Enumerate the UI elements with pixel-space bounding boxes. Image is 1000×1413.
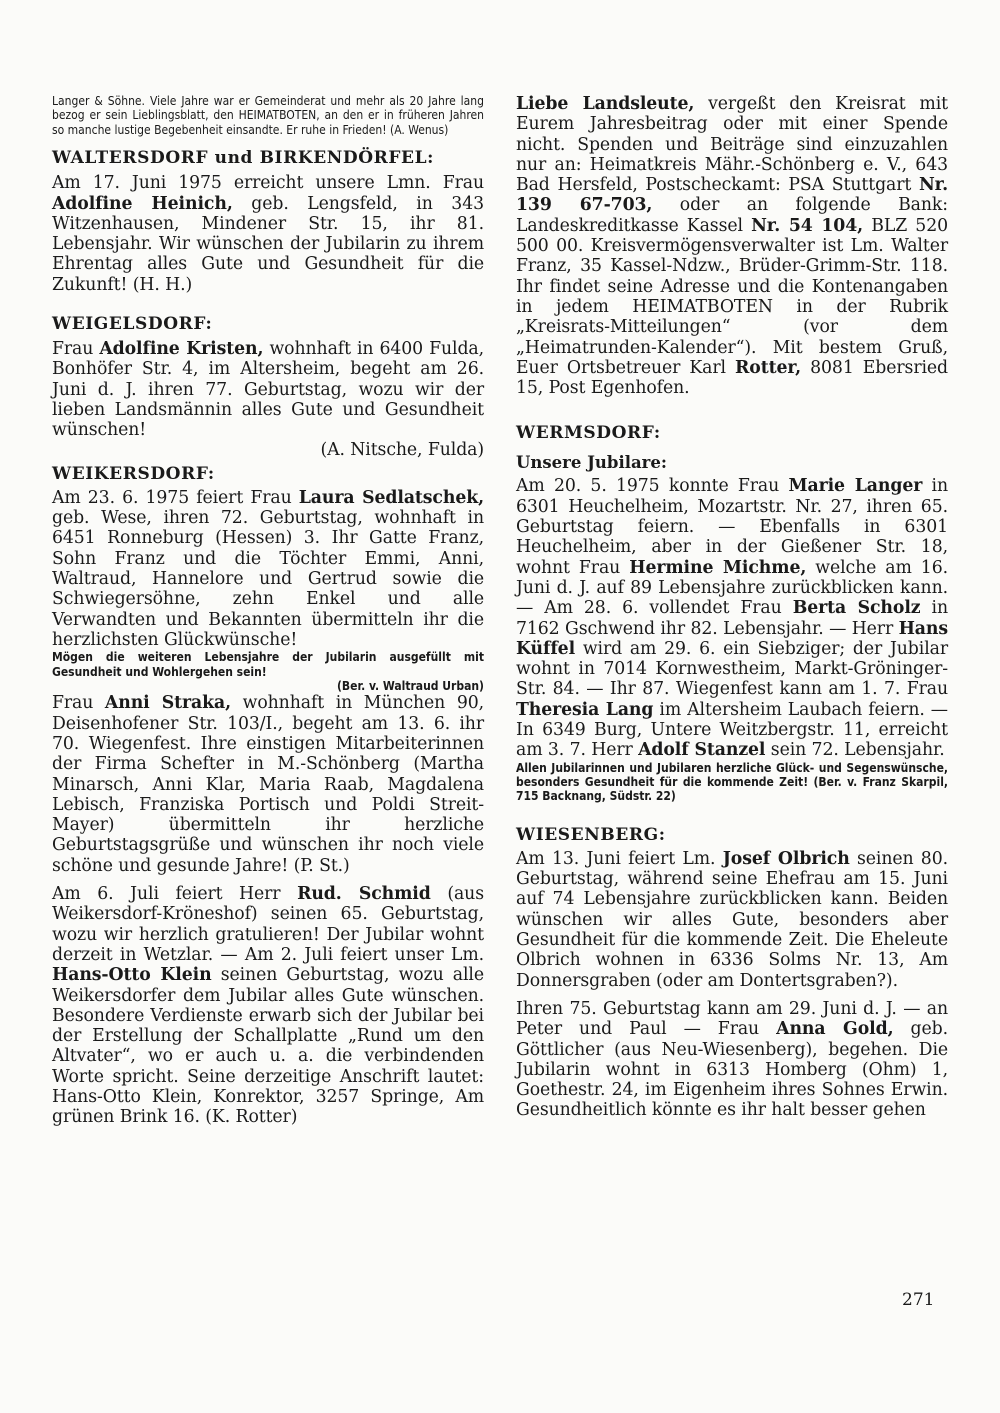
page-number: 271	[902, 1290, 935, 1310]
person-name: Josef Olbrich	[722, 848, 850, 869]
appeal-salutation: Liebe Landsleute,	[516, 94, 695, 114]
person-name: Theresia Lang	[516, 699, 654, 720]
paragraph-weikersdorf-2: Frau Anni Straka, wohnhaft in München 90, Deisenhofener Str. 103/I., begeht am 13. 6. ihr 70. Wiegenfest. Ihre einstigen Mitarbeiterinnen der Firma Schefter in M.-Schönberg (Martha Minarsch, Anni Klar, Maria Raab, Magdalena Lebisch, Franziska Portisch und Poldi Streit-Mayer) übermitteln ihr herzliche Geburtstagsgrüße und wünschen ihr noch viele schöne und gesunde Jahre! (P. St.)	[52, 693, 485, 876]
paragraph-wermsdorf: Am 20. 5. 1975 konnte Frau Marie Langer in 6301 Heuchelheim, Mozartstr. Nr. 27, ihren 65. Geburtstag feiern. — Ebenfalls in 6301 Heuchelheim, aber in der Gießener Str. 18, wohnt Frau Hermine Michme, welche am 16. Juni d. J. auf 89 Lebensjahre zurückblicken kann. — Am 28. 6. vollendet Frau Berta Scholz in 7162 Gschwend ihr 82. Lebensjahr. — Herr Hans Küffel wird am 29. 6. ein Siebziger; der Jubilar wohnt in 7014 Kornwestheim, Markt-Gröninger-Str. 84. — Ihr 87. Wiegenfest kann am 1. 7. Frau Theresia Lang im Altersheim Laubach feiern. — In 6349 Burg, Untere Weitzbergstr. 11, erreicht am 3. 7. Herr Adolf Stanzel sein 72. Lebensjahr.	[516, 476, 948, 761]
paragraph-weikersdorf-3: Am 6. Juli feiert Herr Rud. Schmid (aus Weikersdorf-Kröneshof) seinen 65. Geburtstag, wozu wir herzlich gratulieren! Der Jubilar wohnt derzeit in Wetzlar. — Am 2. Juli feiert unser Lm. Hans-Otto Klein seinen Geburtstag, wozu alle Weikersdorfer dem Jubilar alles Gute wünschen. Besondere Verdienste erwarb sich der Jubilar bei der Erstellung der Schallplatte „Rund um den Altvater“, wo er auch u. a. die verbindenden Worte spricht. Seine derzeitige Anschrift lautet: Hans-Otto Klein, Konrektor, 3257 Springe, Am grünen Brink 16. (K. Rotter)	[52, 884, 484, 1128]
note-wermsdorf: Allen Jubilarinnen und Jubilaren herzliche Glück- und Segenswünsche, besonders Gesundheit für die kommende Zeit! (Ber. v. Franz Skarpil, 715 Backnang, Südstr. 22)	[516, 760, 948, 804]
right-column	[516, 94, 948, 1121]
heading-wiesenberg: WIESENBERG:	[516, 824, 666, 845]
subheading-jubilare: Unsere Jubilare:	[516, 453, 667, 473]
signature-weikersdorf: (Ber. v. Waltraud Urban)	[336, 678, 484, 693]
paragraph-weikersdorf-1: Am 23. 6. 1975 feiert Frau Laura Sedlatschek, geb. Wese, ihren 72. Geburtstag, wohnhaft in 6451 Ronneburg (Hessen) 3. Ihr Gatte Franz, Sohn Franz und die Töchter Emmi, Anni, Waltraud, Hannelore und Gertrud sowie die Schwiegersöhne, zehn Enkel und alle Verwandten und Bekannten übermitteln ihr die herzlichsten Glückwünsche!	[52, 487, 484, 650]
paragraph-weigelsdorf: Frau Adolfine Kristen, wohnhaft in 6400 Fulda, Bonhöfer Str. 4, im Altersheim, begeht am 26. Juni d. J. ihren 77. Geburtstag, wozu wir der lieben Landsmännin alles Gute und Gesundheit wünschen!	[52, 339, 484, 441]
heading-waltersdorf: WALTERSDORF und BIRKENDÖRFEL:	[52, 148, 435, 169]
person-name: Anni Straka,	[104, 693, 232, 714]
heading-wermsdorf: WERMSDORF:	[516, 423, 661, 444]
person-name: Rotter,	[735, 357, 802, 378]
left-column	[52, 94, 484, 1128]
person-name: Anna Gold,	[776, 1019, 894, 1040]
account-number: Nr. 54 104,	[751, 215, 864, 236]
heading-weigelsdorf: WEIGELSDORF:	[52, 314, 213, 334]
signature-weigelsdorf: (A. Nitsche, Fulda)	[320, 440, 484, 461]
person-name: Adolfine Heinich,	[52, 193, 233, 214]
person-name: Marie Langer	[788, 476, 923, 497]
person-name: Adolf Stanzel	[638, 740, 766, 761]
person-name: Laura Sedlatschek,	[298, 487, 484, 508]
person-name: Adolfine Kristen,	[99, 339, 264, 359]
person-name: Hans-Otto Klein	[52, 965, 212, 986]
obituary-end: Langer & Söhne. Viele Jahre war er Gemeinderat und mehr als 20 Jahre lang bezog er sein Lieblingsblatt, den HEIMATBOTEN, an den er in früheren Jahren so manche lustige Begebenheit einsandte. Er ruhe in Frieden! (A. Wenus)	[52, 94, 484, 137]
paragraph-appeal: Liebe Landsleute, vergeßt den Kreisrat mit Eurem Jahresbeitrag oder mit einer Spende nicht. Spenden und Beiträge sind einzuzahlen nur an: Heimatkreis Mähr.-Schönberg e. V., 643 Bad Hersfeld, Postscheckamt: PSA Stuttgart Nr. 139 67-703, oder an folgende Bank: Landeskreditkasse Kassel Nr. 54 104, BLZ 520 500 00. Kreisvermögensverwalter ist Lm. Walter Franz, 35 Kassel-Ndzw., Brüder-Grimm-Str. 118. Ihr findet seine Adresse und die Kontenangaben in jedem HEIMATBOTEN in der Rubrik „Kreisrats-Mitteilungen“ (vor dem „Heimatrunden-Kalender“). Mit bestem Gruß, Euer Ortsbetreuer Karl Rotter, 8081 Ebersried 15, Post Egenhofen.	[516, 94, 949, 399]
person-name: Hans Küffel	[516, 618, 948, 659]
heading-weikersdorf: WEIKERSDORF:	[52, 463, 215, 484]
person-name: Berta Scholz	[792, 598, 921, 619]
paragraph-wiesenberg-2: Ihren 75. Geburtstag kann am 29. Juni d. J. — an Peter und Paul — Frau Anna Gold, geb. Göttlicher (aus Neu-Wiesenberg), begehen. Die Jubilarin wohnt in 6313 Homberg (Ohm) 1, Goethestr. 24, im Eigenheim ihres Sohnes Erwin. Gesundheitlich könnte es ihr halt besser gehen	[516, 998, 948, 1121]
account-number: Nr. 139 67-703,	[516, 175, 948, 216]
person-name: Rud. Schmid	[297, 884, 431, 905]
paragraph-wiesenberg-1: Am 13. Juni feiert Lm. Josef Olbrich seinen 80. Geburtstag, während seine Ehefrau am 15. Juni auf 74 Lebensjahre zurückblicken kann. Beiden wünschen wir alles Gute, besonders aber Gesundheit für die kommende Zeit. Die Eheleute Olbrich wohnen in 6336 Solms Nr. 13, Am Donnersgraben (oder am Dontertsgraben?).	[516, 848, 948, 991]
paragraph-waltersdorf: Am 17. Juni 1975 erreicht unsere Lmn. Frau Adolfine Heinich, geb. Lengsfeld, in 343 Witzenhausen, Mindener Str. 15, ihr 81. Lebensjahr. Wir wünschen der Jubilarin zu ihrem Ehrentag alles Gute und Gesundheit für die Zukunft! (H. H.)	[52, 173, 484, 295]
note-weikersdorf: Mögen die weiteren Lebensjahre der Jubilarin ausgefüllt mit Gesundheit und Wohlergehen sein!	[52, 650, 484, 679]
person-name: Hermine Michme,	[629, 557, 807, 578]
